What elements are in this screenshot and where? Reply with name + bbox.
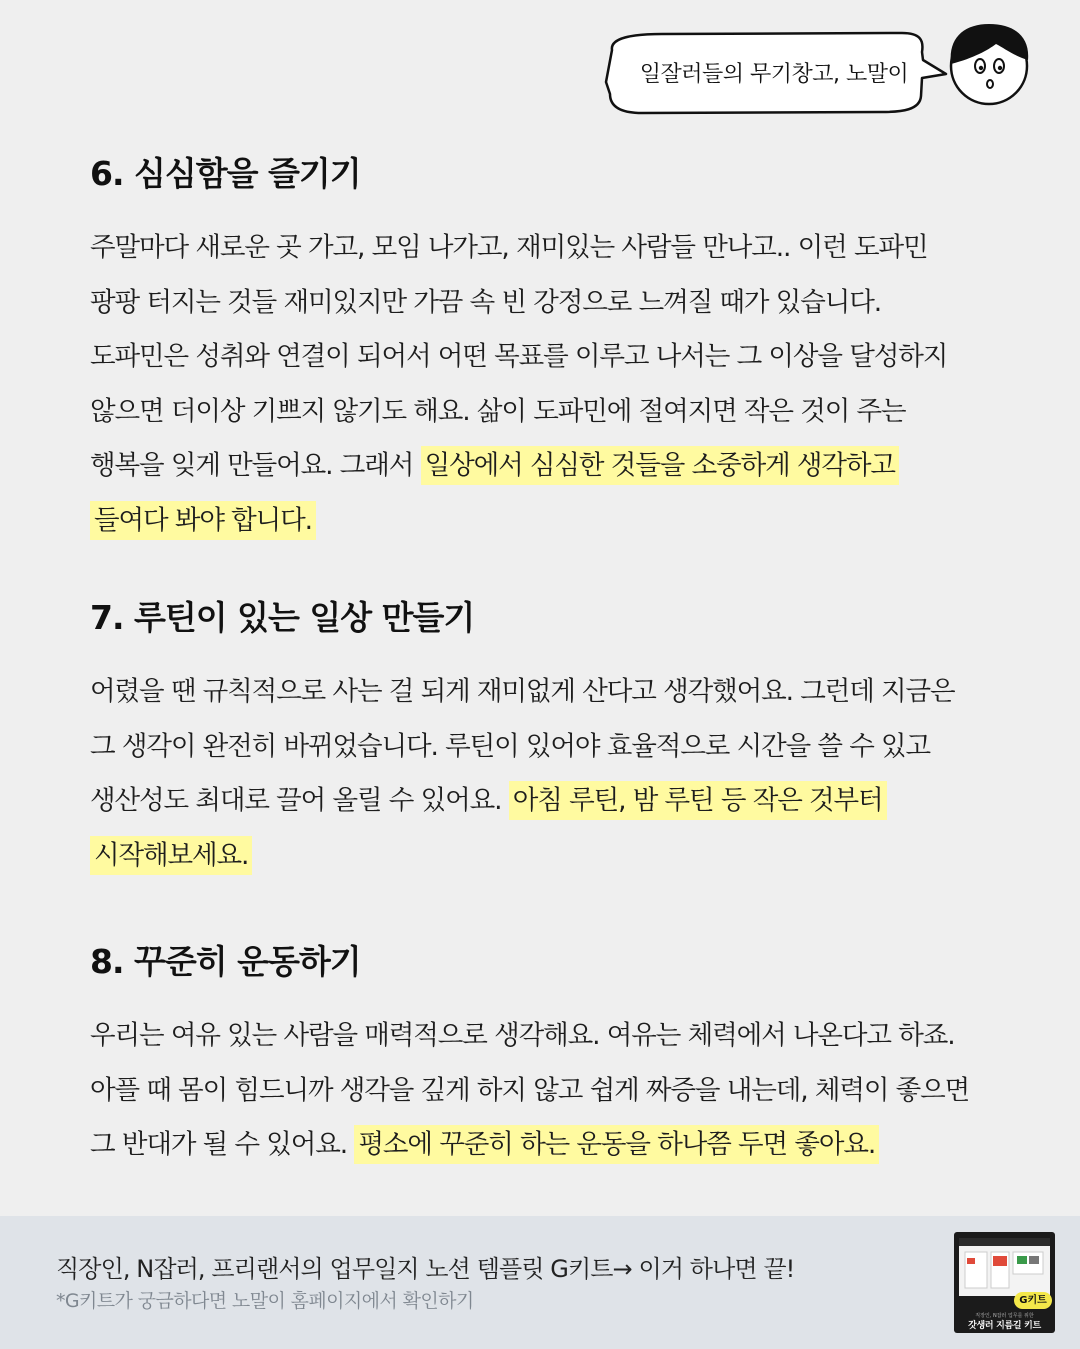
highlighted-text: 일상에서 심심한 것들을 소중하게 생각하고 — [421, 446, 899, 485]
para-text: 생산성도 최대로 끌어 올릴 수 있어요. — [90, 785, 509, 816]
para-line — [90, 774, 1020, 829]
para-line: 주말마다 새로운 곳 가고, 모임 나가고, 재미있는 사람들 만나고.. 이런 도파민 — [90, 232, 928, 263]
para-line: 우리는 여유 있는 사람을 매력적으로 생각해요. 여유는 체력에서 나온다고 하죠. — [90, 1020, 955, 1051]
para-text: 행복을 잊게 만들어요. 그래서 — [90, 450, 421, 481]
para-line: 아플 때 몸이 힘드니까 생각을 깊게 하지 않고 쉽게 짜증을 내는데, 체력이 좋으면 — [90, 1074, 970, 1106]
section-paragraph — [90, 665, 1020, 883]
bubble-text: 일잘러들의 무기창고, 노말이 — [639, 62, 909, 87]
para-line — [90, 829, 1020, 884]
para-line: 어렸을 땐 규칙적으로 사는 걸 되게 재미없게 산다고 생각했어요. 그런데 지금은 — [90, 676, 955, 707]
section-heading: 6. 심심함을 즐기기 — [90, 154, 361, 193]
section-8 — [90, 942, 1020, 1173]
highlighted-text: 시작해보세요. — [90, 836, 252, 875]
thumbnail-screen — [959, 1238, 1050, 1296]
para-line — [90, 439, 1020, 494]
section-paragraph — [90, 1009, 1020, 1173]
section-paragraph — [90, 221, 1020, 548]
footer-main-text[interactable]: 직장인, N잡러, 프리랜서의 업무일지 노션 템플릿 G키트→ 이거 하나면 끝! — [56, 1255, 795, 1283]
footer-banner[interactable] — [0, 1216, 1080, 1349]
highlighted-text: 들여다 봐야 합니다. — [90, 501, 316, 540]
section-heading: 8. 꾸준히 운동하기 — [90, 942, 361, 981]
speech-bubble — [602, 30, 948, 116]
para-line: 않으면 더이상 기쁘지 않기도 해요. 삶이 도파민에 절여지면 작은 것이 주는 — [90, 395, 906, 427]
gkit-thumbnail[interactable] — [954, 1232, 1055, 1333]
para-line: 그 생각이 완전히 바뀌었습니다. 루틴이 있어야 효율적으로 시간을 쓸 수 있고 — [90, 730, 931, 762]
para-line — [90, 494, 1020, 549]
highlighted-text: 아침 루틴, 밤 루틴 등 작은 것부터 — [509, 781, 887, 820]
highlighted-text: 평소에 꾸준히 하는 운동을 하나쯤 두면 좋아요. — [354, 1125, 879, 1164]
section-7 — [90, 598, 1020, 883]
para-line: 도파민은 성취와 연결이 되어서 어떤 목표를 이루고 나서는 그 이상을 달성하지 — [90, 341, 948, 372]
footer-sub-text: *G키트가 궁금하다면 노말이 홈페이지에서 확인하기 — [56, 1290, 474, 1312]
mascot-face-icon — [944, 18, 1056, 108]
gkit-badge: G키트 — [1014, 1292, 1052, 1309]
para-line — [90, 1118, 1020, 1173]
section-heading: 7. 루틴이 있는 일상 만들기 — [90, 598, 475, 637]
para-text: 그 반대가 될 수 있어요. — [90, 1129, 355, 1160]
para-line: 팡팡 터지는 것들 재미있지만 가끔 속 빈 강정으로 느껴질 때가 있습니다. — [90, 286, 882, 318]
section-6 — [90, 154, 1020, 548]
thumbnail-title: 갓생러 지름길 키트 — [968, 1321, 1041, 1331]
thumbnail-caption: 직장인, N잡러 업무를 위한 — [975, 1313, 1034, 1319]
